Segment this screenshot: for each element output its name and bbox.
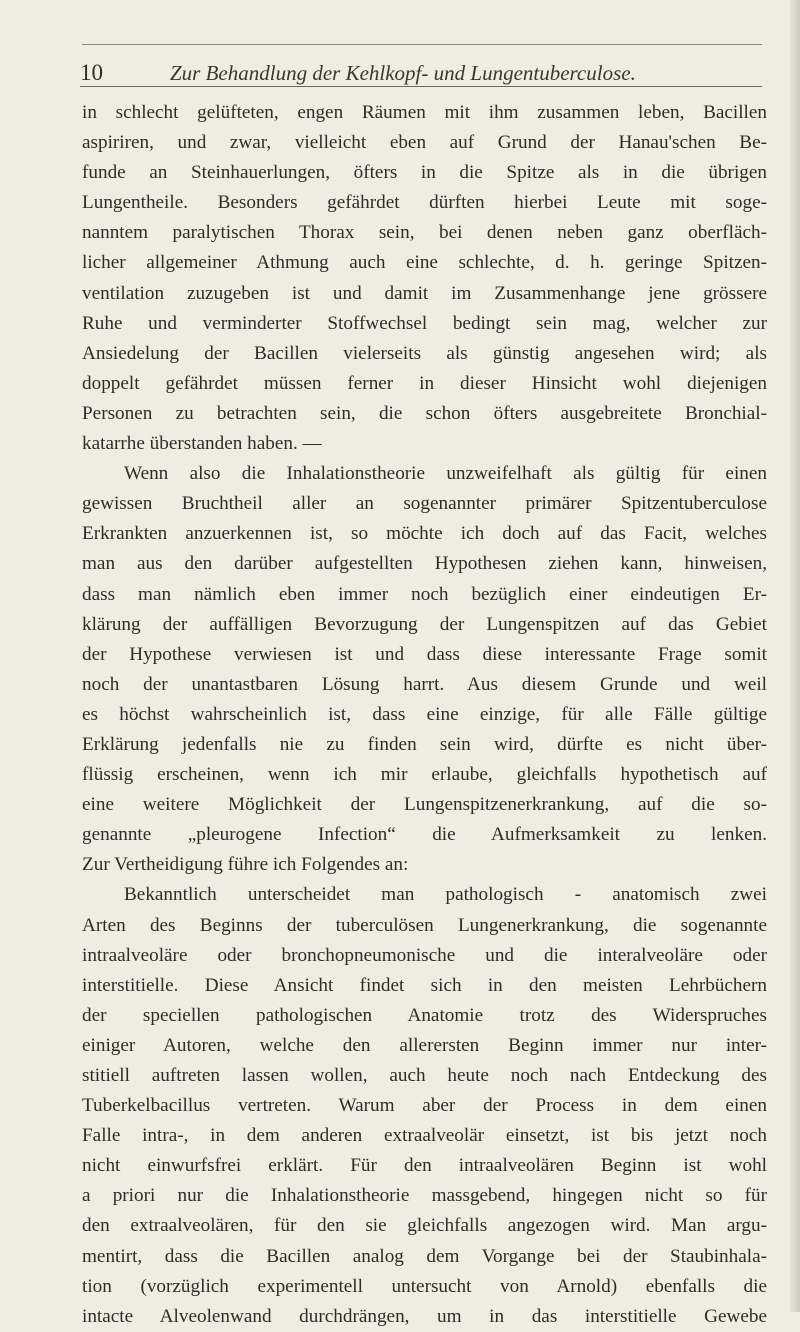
text-line: Zur Vertheidigung führe ich Folgendes an: [82,854,409,876]
top-rule [82,44,762,45]
text-line: stitiell auftreten lassen wollen, auch heute noch nach Entdeckung des [82,1065,767,1086]
text-line: funde an Steinhauerlungen, öfters in die Spitze als in die übrigen [82,162,767,184]
text-line: noch der unantastbaren Lösung harrt. Aus diesem Grunde und weil [82,673,767,695]
text-line: dass man nämlich eben immer noch bezüglich einer eindeutigen Er- [82,583,767,605]
page-edge [790,0,800,1312]
text-line: Falle intra-, in dem anderen extraalveolär einsetzt, ist bis jetzt noch [82,1125,767,1147]
text-line: a priori nur die Inhalationstheorie massgebend, hingegen nicht so für [82,1185,767,1207]
text-line: intacte Alveolenwand durchdrängen, um in das interstitielle Gewebe [82,1305,767,1327]
text-line: Erklärung jedenfalls nie zu finden sein wird, dürfte es nicht über- [82,733,767,755]
text-line: Bekanntlich unterscheidet man pathologisch - anatomisch zwei [124,884,767,906]
body-text [82,98,767,1332]
text-line: Arten des Beginns der tuberculösen Lungenerkrankung, die sogenannte [82,914,767,936]
text-line: Personen zu betrachten sein, die schon öfters ausgebreitete Bronchial- [82,402,767,424]
page-number: 10 [80,60,103,85]
text-line: genannte „pleurogene Infection“ die Aufmerksamkeit zu lenken. [82,824,767,846]
text-line: der speciellen pathologischen Anatomie trotz des Widerspruches [82,1004,767,1026]
text-line: eine weitere Möglichkeit der Lungenspitzenerkrankung, auf die so- [82,794,767,816]
text-line: man aus den darüber aufgestellten Hypothesen ziehen kann, hinweisen, [82,553,767,575]
text-line: mentirt, dass die Bacillen analog dem Vorgange bei der Staubinhala- [82,1245,767,1267]
text-line: nicht einwurfsfrei erklärt. Für den intraalveolären Beginn ist wohl [82,1155,767,1177]
text-line: Erkrankten anzuerkennen ist, so möchte ich doch auf das Facit, welches [82,523,767,545]
text-line: Tuberkelbacillus vertreten. Warum aber der Process in dem einen [82,1095,767,1117]
header-rule [80,86,762,87]
running-title: Zur Behandlung der Kehlkopf- und Lungentuberculose. [170,61,636,85]
text-line: Lungentheile. Besonders gefährdet dürften hierbei Leute mit soge- [82,192,767,214]
text-line: doppelt gefährdet müssen ferner in dieser Hinsicht wohl diejenigen [82,372,767,394]
text-line: Ruhe und verminderter Stoffwechsel bedingt sein mag, welcher zur [82,312,767,334]
text-line: intraalveoläre oder bronchopneumonische und die interalveoläre oder [82,944,767,966]
text-line: klärung der auffälligen Bevorzugung der Lungenspitzen auf das Gebiet [82,613,767,635]
text-line: Ansiedelung der Bacillen vielerseits als günstig angesehen wird; als [82,342,767,364]
text-line: licher allgemeiner Athmung auch eine schlechte, d. h. geringe Spitzen- [82,252,767,274]
text-line: gewissen Bruchtheil aller an sogenannter primärer Spitzentuberculose [82,493,767,515]
text-line: flüssig erscheinen, wenn ich mir erlaube, gleichfalls hypothetisch auf [82,764,767,786]
text-line: der Hypothese verwiesen ist und dass diese interessante Frage somit [82,643,767,665]
text-line: Wenn also die Inhalationstheorie unzweifelhaft als gültig für einen [124,463,767,485]
text-line: nanntem paralytischen Thorax sein, bei denen neben ganz oberfläch- [82,222,767,244]
text-line: interstitielle. Diese Ansicht findet sich in den meisten Lehrbüchern [82,974,767,996]
text-line: ventilation zuzugeben ist und damit im Zusammenhange jene grössere [82,282,767,304]
text-line: einiger Autoren, welche den allerersten Beginn immer nur inter- [82,1034,767,1056]
text-line: den extraalveolären, für den sie gleichfalls angezogen wird. Man argu- [82,1215,767,1237]
text-line: in schlecht gelüfteten, engen Räumen mit ihm zusammen leben, Bacillen [82,102,767,123]
text-line: aspiriren, und zwar, vielleicht eben auf Grund der Hanau'schen Be- [82,132,767,154]
text-line: katarrhe überstanden haben. — [82,433,322,455]
text-line: tion (vorzüglich experimentell untersucht von Arnold) ebenfalls die [82,1275,767,1297]
text-line: es höchst wahrscheinlich ist, dass eine einzige, für alle Fälle gültige [82,703,767,725]
